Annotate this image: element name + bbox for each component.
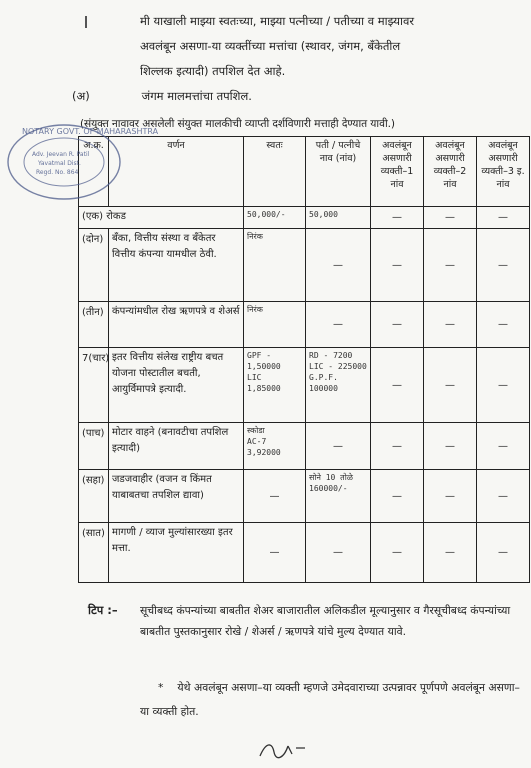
seal-line-2: Yavatmal Dist.	[38, 160, 81, 167]
header-desc: वर्णन	[109, 137, 244, 207]
table-header-row	[79, 137, 530, 207]
intro-line-3: शिल्लक इत्यादी) तपशिल देत आहे.	[140, 64, 286, 78]
cell-self: 50,000/-	[244, 207, 306, 229]
seal-line-3: Regd. No. 864	[36, 169, 79, 176]
cell-dep2: —	[424, 207, 477, 229]
cell-desc: कंपन्यांमधील रोख ऋणपत्रे व शेअर्स	[109, 302, 244, 348]
cell-index: (सात)	[79, 523, 109, 583]
cell-spouse: —	[306, 302, 371, 348]
cell-dep3: —	[477, 348, 530, 423]
notary-seal-stamp	[2, 120, 159, 200]
cell-desc: बँका, वित्तीय संस्था व बँकेतर वित्तीय कंपन्या यामधील ठेवी.	[109, 229, 244, 302]
cell-self: निरंक	[244, 229, 306, 302]
cell-self: —	[244, 470, 306, 523]
cell-dep1: —	[371, 423, 424, 470]
section-label: (अ)	[72, 89, 90, 103]
header-spouse: पती / पत्नीचे नाव (नांव)	[306, 137, 371, 207]
margin-mark	[85, 16, 87, 28]
cell-dep2: —	[424, 302, 477, 348]
cell-dep1: —	[371, 302, 424, 348]
header-dep3: अवलंबून असणारी व्यक्ती–3 इ. नांव	[477, 137, 530, 207]
table-row	[79, 207, 530, 229]
cell-index: 7(चार)	[79, 348, 109, 423]
header-dep2: अवलंबून असणारी व्यक्ती–2 नांव	[424, 137, 477, 207]
note-text: सूचीबध्द कंपन्यांच्या बाबतीत शेअर बाजारातील अलिकडील मूल्यानुसार व गैरसूचीबध्द कंपन्यांच्या बाबतीत पुस्तकानुसार रोखे / शेअर्स / ऋणपत्रे यांचे मुल्य देण्यात यावे.	[140, 604, 511, 638]
cell-spouse: 50,000	[306, 207, 371, 229]
cell-dep2: —	[424, 470, 477, 523]
movable-assets-table	[78, 136, 530, 583]
cell-dep3: —	[477, 229, 530, 302]
cell-self: GPF - 1,50000 LIC 1,85000	[244, 348, 306, 423]
cell-index: (सहा)	[79, 470, 109, 523]
cell-dep1: —	[371, 523, 424, 583]
cell-dep1: —	[371, 229, 424, 302]
dependent-definition	[140, 676, 520, 724]
header-self: स्वतः	[244, 137, 306, 207]
header-dep1: अवलंबून असणारी व्यक्ती–1 नांव	[371, 137, 424, 207]
note-label: टिप :–	[88, 603, 118, 617]
table-row	[79, 423, 530, 470]
cell-spouse: RD - 7200 LIC - 225000 G.P.F. 100000	[306, 348, 371, 423]
cell-self: —	[244, 523, 306, 583]
cell-dep2: —	[424, 523, 477, 583]
cell-dep3: —	[477, 302, 530, 348]
table-row	[79, 348, 530, 423]
seal-ring-text: NOTARY GOVT. OF MAHARASHTRA	[22, 127, 159, 136]
cell-index: (तीन)	[79, 302, 109, 348]
row-cash-desc: (एक) रोकड	[79, 207, 244, 229]
header-sr: अ.क्र.	[79, 137, 109, 207]
cell-spouse: —	[306, 523, 371, 583]
cell-desc: मागणी / व्याज मुल्यांसारख्या इतर मत्ता.	[109, 523, 244, 583]
table-row	[79, 523, 530, 583]
cell-dep3: —	[477, 470, 530, 523]
asterisk: *	[158, 681, 164, 694]
intro-line-1: मी याखाली माझ्या स्वतःच्या, माझ्या पत्नीच्या / पतीच्या व माझ्यावर	[140, 14, 415, 28]
cell-dep2: —	[424, 423, 477, 470]
cell-desc: मोटार वाहने (बनावटीचा तपशिल इत्यादी)	[109, 423, 244, 470]
cell-index: (दोन)	[79, 229, 109, 302]
dependent-definition-text: येथे अवलंबून असणा–या व्यक्ती म्हणजे उमेदवाराच्या उत्पन्नावर पूर्णपणे अवलंबून असणा–या व्यक्ती होत.	[140, 681, 520, 718]
signature-mark	[258, 738, 308, 760]
cell-index: (पाच)	[79, 423, 109, 470]
table-subtitle: (संयुक्त नावावर असलेली संयुक्त मालकीची व्याप्ती दर्शविणारी मत्ताही देण्यात यावी.)	[80, 118, 395, 130]
cell-dep3: —	[477, 207, 530, 229]
section-title: जंगम मालमत्तांचा तपशिल.	[141, 89, 252, 103]
cell-self: निरंक	[244, 302, 306, 348]
cell-dep1: —	[371, 470, 424, 523]
table-row	[79, 229, 530, 302]
cell-dep3: —	[477, 523, 530, 583]
cell-desc: जडजवाहीर (वजन व किंमत याबाबतचा तपशिल द्यावा)	[109, 470, 244, 523]
seal-line-1: Adv. Jeevan R. Patil	[32, 151, 90, 158]
cell-self: स्कोडा AC-7 3,92000	[244, 423, 306, 470]
cell-spouse: —	[306, 229, 371, 302]
intro-line-2: अवलंबून असणा-या व्यक्तींच्या मत्तांचा (स्थावर, जंगम, बँकेतील	[140, 39, 401, 53]
cell-dep3: —	[477, 423, 530, 470]
cell-spouse: —	[306, 423, 371, 470]
cell-desc: इतर वित्तीय संलेख राष्ट्रीय बचत योजना पोस्टातील बचती, आयुर्विमापत्रे इत्यादी.	[109, 348, 244, 423]
cell-dep2: —	[424, 229, 477, 302]
section-heading	[72, 89, 252, 104]
table-row	[79, 302, 530, 348]
cell-spouse: सोने 10 तोळे 160000/-	[306, 470, 371, 523]
cell-dep1: —	[371, 348, 424, 423]
table-row	[79, 470, 530, 523]
cell-dep2: —	[424, 348, 477, 423]
cell-dep1: —	[371, 207, 424, 229]
